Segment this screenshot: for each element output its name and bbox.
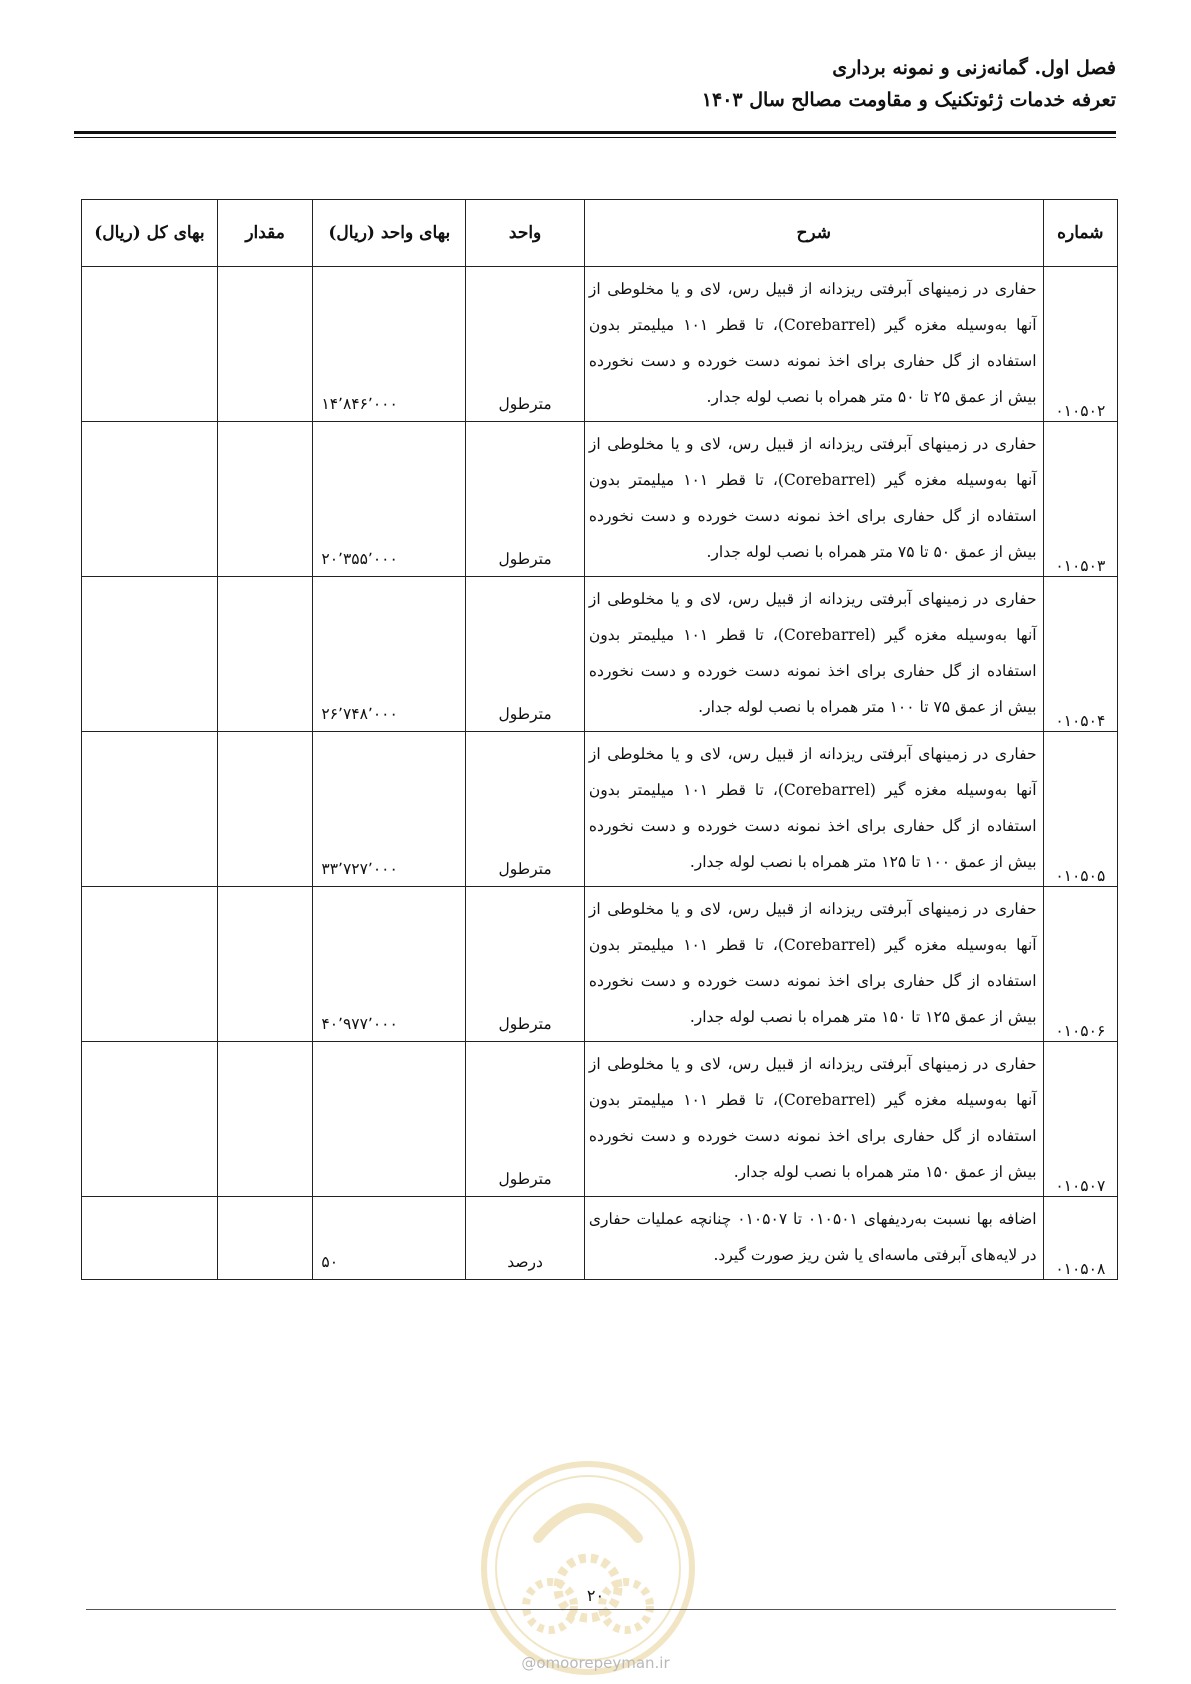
item-total-price <box>82 1197 218 1280</box>
item-total-price <box>82 267 218 422</box>
table-row <box>82 577 1118 732</box>
table-row <box>82 422 1118 577</box>
tariff-table <box>81 199 1118 1280</box>
item-unit-price: ۴۰٬۹۷۷٬۰۰۰ <box>313 887 466 1042</box>
table-row <box>82 267 1118 422</box>
item-total-price <box>82 732 218 887</box>
item-code: ۰۱۰۵۰۶ <box>1043 887 1117 1042</box>
header-quantity: مقدار <box>217 200 313 267</box>
item-unit-price: ۵۰ <box>313 1197 466 1280</box>
header-description: شرح <box>584 200 1043 267</box>
item-description: حفاری در زمینهای آبرفتی ریزدانه از قبیل رس، لای و یا مخلوطی از آنها به‌وسیله مغزه گیر (Corebarrel)، تا قطر ۱۰۱ میلیمتر بدون استفاده از گل حفاری برای اخذ نمونه دست خورده و دست نخورده بیش از عمق ۱۰۰ تا ۱۲۵ متر همراه با نصب لوله جدار. <box>584 732 1043 887</box>
item-unit-price: ۱۴٬۸۴۶٬۰۰۰ <box>313 267 466 422</box>
watermark-seal-icon <box>478 1458 698 1678</box>
item-unit: مترطول <box>466 732 585 887</box>
footer-rule <box>86 1609 1116 1610</box>
item-quantity <box>217 577 313 732</box>
page-header <box>74 52 1116 116</box>
item-total-price <box>82 1042 218 1197</box>
item-description: حفاری در زمینهای آبرفتی ریزدانه از قبیل رس، لای و یا مخلوطی از آنها به‌وسیله مغزه گیر (Corebarrel)، تا قطر ۱۰۱ میلیمتر بدون استفاده از گل حفاری برای اخذ نمونه دست خورده و دست نخورده بیش از عمق ۵۰ تا ۷۵ متر همراه با نصب لوله جدار. <box>584 422 1043 577</box>
header-rule-thin <box>74 137 1116 138</box>
table-row <box>82 1042 1118 1197</box>
item-unit-price: ۲۰٬۳۵۵٬۰۰۰ <box>313 422 466 577</box>
item-total-price <box>82 577 218 732</box>
header-unit: واحد <box>466 200 585 267</box>
item-unit: مترطول <box>466 267 585 422</box>
item-unit-price: ۳۳٬۷۲۷٬۰۰۰ <box>313 732 466 887</box>
item-unit: مترطول <box>466 577 585 732</box>
table-row <box>82 1197 1118 1280</box>
chapter-title: فصل اول. گمانه‌زنی و نمونه برداری <box>832 57 1116 79</box>
item-total-price <box>82 887 218 1042</box>
table-row <box>82 887 1118 1042</box>
item-code: ۰۱۰۵۰۵ <box>1043 732 1117 887</box>
item-unit-price <box>313 1042 466 1197</box>
item-description: حفاری در زمینهای آبرفتی ریزدانه از قبیل رس، لای و یا مخلوطی از آنها به‌وسیله مغزه گیر (Corebarrel)، تا قطر ۱۰۱ میلیمتر بدون استفاده از گل حفاری برای اخذ نمونه دست خورده و دست نخورده بیش از عمق ۷۵ تا ۱۰۰ متر همراه با نصب لوله جدار. <box>584 577 1043 732</box>
header-rule-thick <box>74 131 1116 134</box>
item-quantity <box>217 1197 313 1280</box>
item-unit: مترطول <box>466 422 585 577</box>
page-number: ۲۰ <box>586 1586 605 1605</box>
watermark-url: @omoorepeyman.ir <box>521 1654 670 1672</box>
item-unit-price: ۲۶٬۷۴۸٬۰۰۰ <box>313 577 466 732</box>
item-unit: مترطول <box>466 887 585 1042</box>
item-code: ۰۱۰۵۰۳ <box>1043 422 1117 577</box>
item-code: ۰۱۰۵۰۲ <box>1043 267 1117 422</box>
item-code: ۰۱۰۵۰۴ <box>1043 577 1117 732</box>
item-unit: درصد <box>466 1197 585 1280</box>
item-total-price <box>82 422 218 577</box>
item-description: حفاری در زمینهای آبرفتی ریزدانه از قبیل رس، لای و یا مخلوطی از آنها به‌وسیله مغزه گیر (Corebarrel)، تا قطر ۱۰۱ میلیمتر بدون استفاده از گل حفاری برای اخذ نمونه دست خورده و دست نخورده بیش از عمق ۱۵۰ متر همراه با نصب لوله جدار. <box>584 1042 1043 1197</box>
header-code: شماره <box>1043 200 1117 267</box>
header-unit-price: بهای واحد (ریال) <box>313 200 466 267</box>
item-quantity <box>217 267 313 422</box>
item-quantity <box>217 887 313 1042</box>
item-quantity <box>217 1042 313 1197</box>
item-code: ۰۱۰۵۰۸ <box>1043 1197 1117 1280</box>
item-description: حفاری در زمینهای آبرفتی ریزدانه از قبیل رس، لای و یا مخلوطی از آنها به‌وسیله مغزه گیر (Corebarrel)، تا قطر ۱۰۱ میلیمتر بدون استفاده از گل حفاری برای اخذ نمونه دست خورده و دست نخورده بیش از عمق ۱۲۵ تا ۱۵۰ متر همراه با نصب لوله جدار. <box>584 887 1043 1042</box>
item-unit: مترطول <box>466 1042 585 1197</box>
document-title: تعرفه خدمات ژئوتکنیک و مقاومت مصالح سال ۱۴۰۳ <box>701 89 1116 111</box>
item-quantity <box>217 732 313 887</box>
table-header-row <box>82 200 1118 267</box>
item-description: اضافه بها نسبت به‌ردیفهای ۰۱۰۵۰۱ تا ۰۱۰۵۰۷ چنانچه عملیات حفاری در لایه‌های آبرفتی ماسه‌ای یا شن ریز صورت گیرد. <box>584 1197 1043 1280</box>
item-quantity <box>217 422 313 577</box>
header-total-price: بهای کل (ریال) <box>82 200 218 267</box>
item-code: ۰۱۰۵۰۷ <box>1043 1042 1117 1197</box>
item-description: حفاری در زمینهای آبرفتی ریزدانه از قبیل رس، لای و یا مخلوطی از آنها به‌وسیله مغزه گیر (Corebarrel)، تا قطر ۱۰۱ میلیمتر بدون استفاده از گل حفاری برای اخذ نمونه دست خورده و دست نخورده بیش از عمق ۲۵ تا ۵۰ متر همراه با نصب لوله جدار. <box>584 267 1043 422</box>
table-row <box>82 732 1118 887</box>
